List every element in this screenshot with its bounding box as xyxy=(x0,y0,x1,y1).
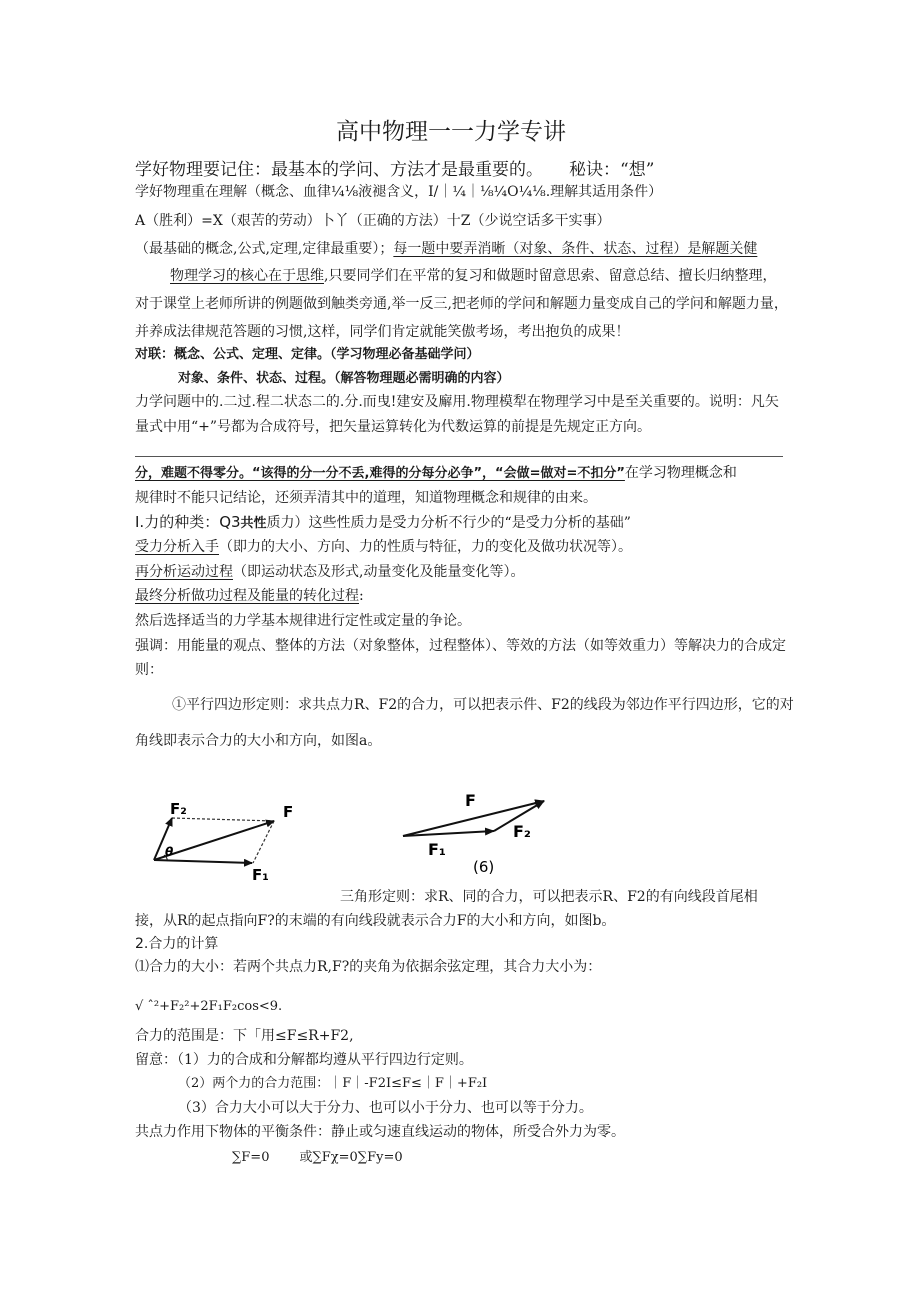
couplet-line-1: 对联：概念、公式、定理、定律。（学习物理必备基础学问） xyxy=(135,347,480,362)
note-2: （2）两个力的合力范围：｜F｜-F2I≤F≤｜F｜+F₂I xyxy=(178,1076,488,1091)
basics-line xyxy=(135,240,757,258)
score-rest: 在学习物理概念和 xyxy=(624,465,737,481)
parallelogram-line-1: ①平行四边形定则：求共点力R、F2的合力，可以把表示件、F2的线段为邻边作平行四边形，它的对 xyxy=(172,697,794,713)
note-1: 留意：（1）力的合成和分解都均遵从平行四边行定则。 xyxy=(135,1052,473,1068)
step-4: 然后选择适当的力学基本规律进行定性或定量的争论。 xyxy=(135,613,471,629)
vector-f1-arrow xyxy=(154,860,252,863)
motto-line xyxy=(135,159,654,181)
triangle-line-2: 接，从R的起点指向F?的末端的有向线段就表示合力F的大小和方向，如图b。 xyxy=(135,913,616,929)
label-f2: F₂ xyxy=(170,800,187,818)
success-formula: A（胜利）=X（艰苦的劳动）卜丫（正确的方法）十Z（少说空话多干实事） xyxy=(135,213,611,229)
figure-b-triangle xyxy=(395,782,565,878)
score-line xyxy=(135,464,737,483)
parallelogram-line-2: 角线即表示合力的大小和方向，如图a。 xyxy=(135,733,382,749)
couplet-line-2: 对象、条件、状态、过程。（解答物理题必需明确的内容） xyxy=(178,371,510,386)
label-f: F xyxy=(283,803,294,821)
label-f: F xyxy=(465,791,476,810)
resultant-magnitude: ⑴合力的大小：若两个共点力R,F?的夹角为依据余弦定理，其合力大小为： xyxy=(135,959,602,975)
process-line-2: 量式中用“+”号都为合成符号，把矢量运算转化为代数运算的前提是先规定正方向。 xyxy=(135,419,652,435)
basics-paren: （最基础的概念,公式,定理,定律最重要）； xyxy=(135,241,394,257)
basics-key: 每一题中要弄消晰（对象、条件、状态、过程）是解题关健 xyxy=(393,241,758,257)
eq-components: 或∑Fχ=0∑Fy=0 xyxy=(299,1150,403,1165)
step-3-underlined: 最终分析做功过程及能量的转化过程 xyxy=(135,588,359,604)
figure-b-caption: (6) xyxy=(473,858,495,876)
page-title: 高中物理一一力学专讲 xyxy=(336,119,566,145)
step-3-rest: : xyxy=(359,588,364,604)
step-1-rest: （即力的大小、方向、力的性质与特征，力的变化及做功状况等）。 xyxy=(219,539,632,555)
core-underlined: 物理学习的核心在于思维 xyxy=(170,268,324,284)
equilibrium-equations xyxy=(232,1149,403,1167)
process-line-1: 力学问题中的.二过.程二状态二的.分.而曳!建安及廨用.物理模犁在物理学习中是至关重要的。说明：凡矢 xyxy=(135,394,779,410)
step-3 xyxy=(135,587,364,605)
step-2-underlined: 再分析运动过程 xyxy=(135,564,233,580)
resultant-formula: √ ˆ²+F₂²+2F₁F₂cos<9. xyxy=(135,999,283,1014)
label-f1: F₁ xyxy=(252,866,269,884)
understanding-line: 学好物理重在理解（概念、血律¼⅛液褪含义，I/｜¼｜⅛¼O¼⅛.理解其适用条件） xyxy=(135,184,663,200)
label-f1: F₁ xyxy=(428,840,446,859)
motto-secret: 秘诀：“想” xyxy=(569,160,655,180)
kinds-label: I.力的种类：Q3 xyxy=(135,513,241,531)
figure-a-parallelogram xyxy=(142,788,312,888)
section-divider xyxy=(135,456,783,457)
emphasis-line-2: 则： xyxy=(135,662,163,678)
core-rest: ,只要同学们在平常的复习和做题时留意思索、留意总结、擅长归纳整理， xyxy=(324,268,777,284)
paragraph-line-3: 并养成法律规范答题的习惯,这样，同学们肯定就能笑傲考场，考出抱负的成果！ xyxy=(135,324,630,340)
label-theta: θ xyxy=(165,845,174,859)
core-line xyxy=(170,267,776,285)
emphasis-line-1: 强调：用能量的观点、整体的方法（对象整体，过程整体）、等效的方法（如等效重力）等解决力的合成定 xyxy=(135,638,786,654)
label-f2: F₂ xyxy=(513,822,531,841)
triangle-line-1: 三角形定则：求R、同的合力，可以把表示R、F2的有向线段首尾相 xyxy=(340,889,758,905)
kinds-bold: 共性 xyxy=(240,516,267,531)
step-2-rest: （即运动状态及形式,动量变化及能量变化等）。 xyxy=(233,564,525,580)
dashed-edge-top xyxy=(172,818,274,821)
force-kinds xyxy=(135,513,631,533)
equilibrium-condition: 共点力作用下物体的平衡条件：静止或匀速直线运动的物体，所受合外力为零。 xyxy=(135,1124,625,1140)
resultant-heading: 2.合力的计算 xyxy=(135,936,219,952)
paragraph-line-2: 对于课堂上老师所讲的例题做到触类旁通,举一反三,把老师的学问和解题力量变成自己的学问和解题力量， xyxy=(135,296,788,312)
step-1 xyxy=(135,538,632,556)
eq-sum: ∑F=0 xyxy=(232,1150,270,1165)
step-1-underlined: 受力分析入手 xyxy=(135,539,219,555)
resultant-range: 合力的范围是：下「用≤F≤R+F2, xyxy=(135,1028,354,1044)
kinds-rest: 质力）这些性质力是受力分析不行少的“是受力分析的基础” xyxy=(266,515,631,531)
score-line-2: 规律时不能只记结论，还须弄清其中的道理，知道物理概念和规律的由来。 xyxy=(135,490,597,506)
step-2 xyxy=(135,563,524,581)
note-3: （3）合力大小可以大于分力、也可以小于分力、也可以等于分力。 xyxy=(178,1100,593,1116)
score-bold: 分，难题不得零分。“该得的分一分不丢,难得的分每分必争”，“会做=做对=不扣分” xyxy=(135,466,625,481)
motto-main: 学好物理要记住：最基本的学问、方法才是最重要的。 xyxy=(135,160,543,180)
